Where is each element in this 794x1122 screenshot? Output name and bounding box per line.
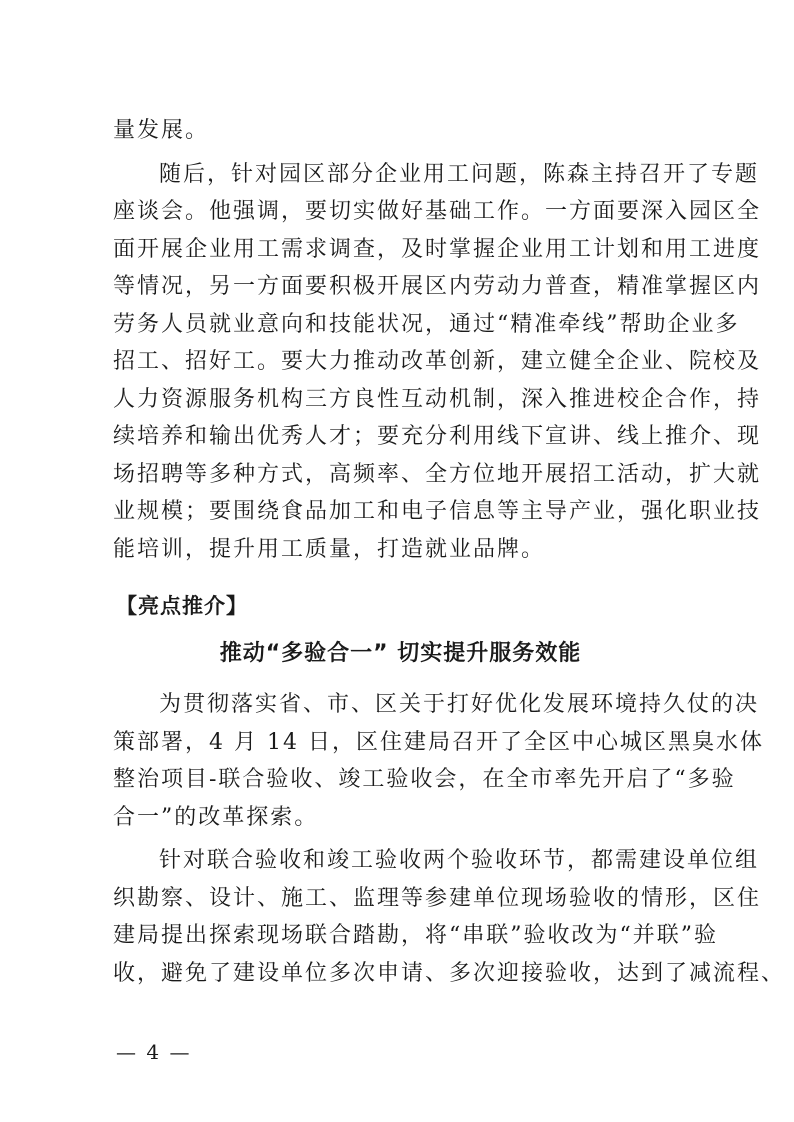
text-line: 整治项目-联合验收、竣工验收会，在全市率先开启了“多验 [113, 767, 736, 792]
text-line: 合一”的改革探索。 [113, 804, 319, 830]
text-line: 能培训，提升用工质量，打造就业品牌。 [113, 536, 546, 562]
paragraph-meeting [113, 156, 762, 569]
text-line: 座谈会。他强调，要切实做好基础工作。一方面要深入园区全 [113, 199, 762, 224]
article-headline: 推动“多验合一” 切实提升服务效能 [219, 641, 582, 666]
text-line: 续培养和输出优秀人才；要充分利用线下宣讲、线上推介、现 [113, 424, 762, 449]
text-line: 面开展企业用工需求调查，及时掌握企业用工计划和用工进度 [113, 236, 762, 262]
text-line: 场招聘等多种方式，高频率、全方位地开展招工活动，扩大就 [113, 461, 762, 487]
text-line: 策部署，4 月 14 日，区住建局召开了全区中心城区黑臭水体 [113, 729, 764, 755]
text-line: 业规模；要围绕食品加工和电子信息等主导产业，强化职业技 [113, 499, 762, 524]
document-page [113, 112, 786, 992]
text-line: 建局提出探索现场联合踏勘，将“串联”验收改为“并联”验 [113, 923, 718, 948]
text-line: 针对联合验收和竣工验收两个验收环节，都需建设单位组 [159, 848, 760, 873]
text-line: 人力资源服务机构三方良性互动机制，深入推进校企合作，持 [113, 386, 762, 412]
text-line: 织勘察、设计、施工、监理等参建单位现场验收的情形，区住 [113, 885, 762, 911]
text-line: 随后，针对园区部分企业用工问题，陈森主持召开了专题 [159, 161, 760, 187]
text-line: 收，避免了建设单位多次申请、多次迎接验收，达到了减流程、 [113, 960, 786, 986]
article-paragraph-intro [113, 686, 764, 836]
text-line: 为贯彻落实省、市、区关于打好优化发展环境持久仗的决 [159, 692, 760, 717]
section-label: 【亮点推介】 [116, 594, 248, 618]
text-line: 招工、招好工。要大力推动改革创新，建立健全企业、院校及 [113, 349, 762, 374]
text-line: 量发展。 [113, 118, 210, 143]
text-line: 等情况，另一方面要积极开展区内劳动力普查，精准掌握区内 [113, 274, 762, 299]
paragraph-continuation [113, 112, 688, 150]
page-number: — 4 — [116, 1040, 192, 1064]
text-line: 劳务人员就业意向和技能状况，通过“精准牵线”帮助企业多 [113, 311, 740, 337]
article-paragraph-detail [113, 842, 786, 992]
